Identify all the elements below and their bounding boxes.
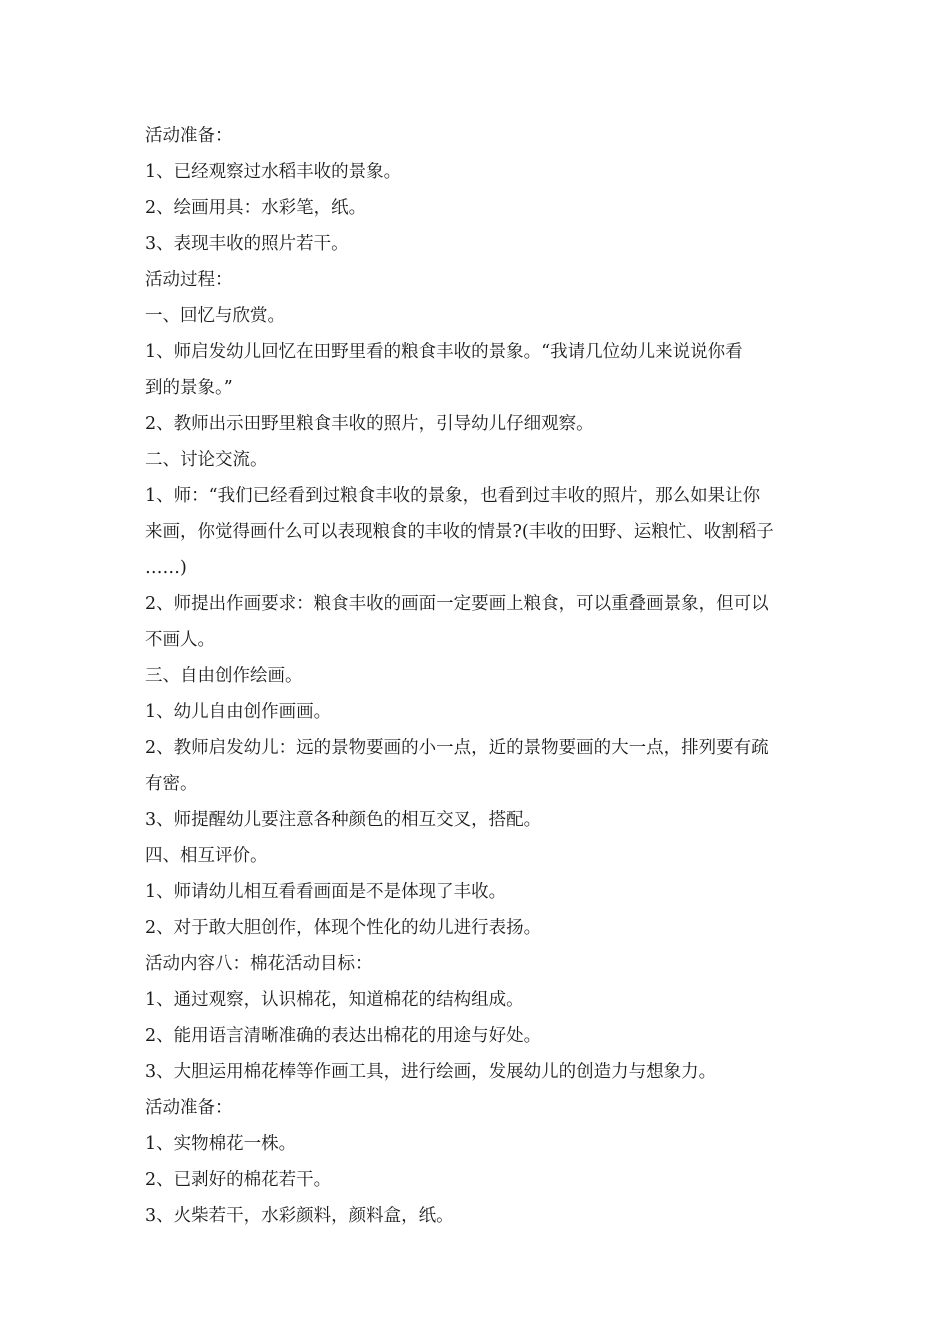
paragraph-line: 2、教师启发幼儿：远的景物要画的小一点，近的景物要画的大一点，排列要有疏	[145, 738, 769, 758]
list-item: 2、能用语言清晰准确的表达出棉花的用途与好处。	[145, 1026, 542, 1046]
heading-activity-process: 活动过程：	[145, 270, 233, 290]
section-heading: 一、回忆与欣赏。	[145, 306, 285, 326]
paragraph-line: 1、师启发幼儿回忆在田野里看的粮食丰收的景象。“我请几位幼儿来说说你看	[145, 342, 743, 362]
list-item: 1、幼儿自由创作画画。	[145, 702, 332, 722]
list-item: 1、实物棉花一株。	[145, 1134, 297, 1154]
list-item: 3、表现丰收的照片若干。	[145, 234, 349, 254]
section-heading: 四、相互评价。	[145, 846, 268, 866]
paragraph-line: 1、师：“我们已经看到过粮食丰收的景象，也看到过丰收的照片，那么如果让你	[145, 486, 761, 506]
section-heading: 三、自由创作绘画。	[145, 666, 303, 686]
list-item: 2、绘画用具：水彩笔，纸。	[145, 198, 367, 218]
paragraph-line: 来画，你觉得画什么可以表现粮食的丰收的情景?(丰收的田野、运粮忙、收割稻子	[145, 522, 774, 542]
list-item: 2、已剥好的棉花若干。	[145, 1170, 332, 1190]
list-item: 1、师请幼儿相互看看画面是不是体现了丰收。	[145, 882, 507, 902]
paragraph-line: ……)	[145, 558, 187, 578]
list-item: 3、火柴若干，水彩颜料，颜料盒，纸。	[145, 1206, 454, 1226]
list-item: 3、师提醒幼儿要注意各种颜色的相互交叉，搭配。	[145, 810, 542, 830]
paragraph-line: 不画人。	[145, 630, 215, 650]
paragraph-line: 有密。	[145, 774, 198, 794]
heading-activity-content-eight: 活动内容八：棉花活动目标：	[145, 954, 373, 974]
list-item: 3、大胆运用棉花棒等作画工具，进行绘画，发展幼儿的创造力与想象力。	[145, 1062, 717, 1082]
document-page	[145, 118, 813, 1234]
section-heading: 二、讨论交流。	[145, 450, 268, 470]
list-item: 2、对于敢大胆创作，体现个性化的幼儿进行表扬。	[145, 918, 542, 938]
list-item: 2、教师出示田野里粮食丰收的照片，引导幼儿仔细观察。	[145, 414, 594, 434]
heading-activity-preparation: 活动准备：	[145, 1098, 233, 1118]
list-item: 1、通过观察，认识棉花，知道棉花的结构组成。	[145, 990, 524, 1010]
paragraph-line: 2、师提出作画要求：粮食丰收的画面一定要画上粮食，可以重叠画景象，但可以	[145, 594, 769, 614]
paragraph-line: 到的景象。”	[145, 378, 233, 398]
list-item: 1、已经观察过水稻丰收的景象。	[145, 162, 402, 182]
heading-activity-preparation: 活动准备：	[145, 126, 233, 146]
